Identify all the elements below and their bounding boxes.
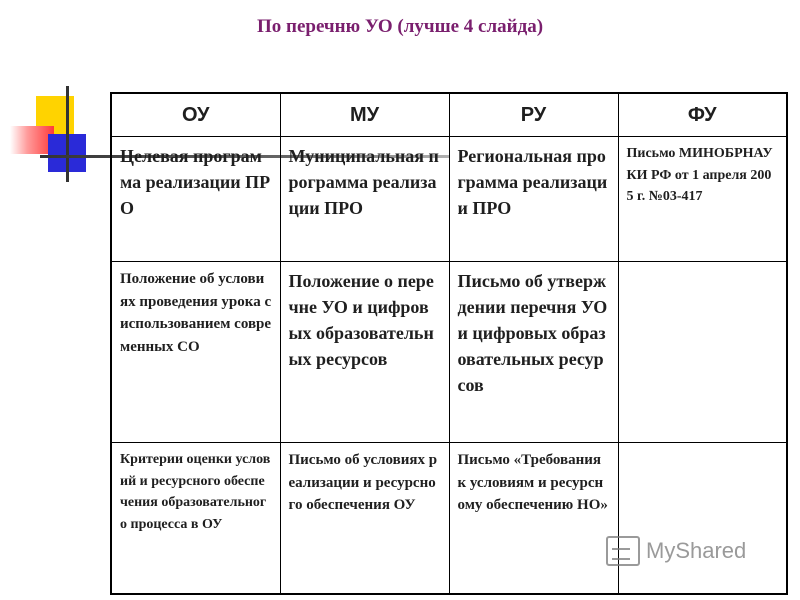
watermark bbox=[606, 536, 746, 566]
table-cell: Положение об условиях проведения урока с использованием современных СО bbox=[111, 262, 280, 443]
table-cell: Письмо об условиях реализации и ресурсного обеспечения ОУ bbox=[280, 443, 449, 595]
table-row bbox=[111, 443, 787, 595]
decorative-vertical-line bbox=[66, 86, 69, 182]
slide-title: По перечню УО (лучше 4 слайда) bbox=[256, 16, 544, 37]
table-row bbox=[111, 137, 787, 262]
table-cell: Письмо «Требования к условиям и ресурсному обеспечению НО» bbox=[449, 443, 618, 595]
table-cell-empty bbox=[618, 443, 787, 595]
table-cell: Критерии оценки условий и ресурсного обеспечения образовательного процесса в ОУ bbox=[111, 443, 280, 595]
header-ru: РУ bbox=[449, 93, 618, 137]
table-cell: Муниципальная программа реализации ПРО bbox=[280, 137, 449, 262]
table-row bbox=[111, 262, 787, 443]
table-header-row bbox=[111, 93, 787, 137]
header-fu: ФУ bbox=[618, 93, 787, 137]
watermark-text: MyShared bbox=[646, 538, 747, 563]
table-cell-empty bbox=[618, 262, 787, 443]
header-mu: МУ bbox=[280, 93, 449, 137]
management-levels-table bbox=[110, 92, 788, 595]
table-cell: Целевая программа реализации ПРО bbox=[111, 137, 280, 262]
table-cell: Положение о перечне УО и цифровых образовательных ресурсов bbox=[280, 262, 449, 443]
table-cell: Письмо об утверждении перечня УО и цифровых образовательных ресурсов bbox=[449, 262, 618, 443]
header-ou: ОУ bbox=[111, 93, 280, 137]
table-cell: Письмо МИНОБРНАУКИ РФ от 1 апреля 2005 г. №03-417 bbox=[618, 137, 787, 262]
table-cell: Региональная программа реализации ПРО bbox=[449, 137, 618, 262]
presentation-board-icon bbox=[606, 536, 640, 566]
